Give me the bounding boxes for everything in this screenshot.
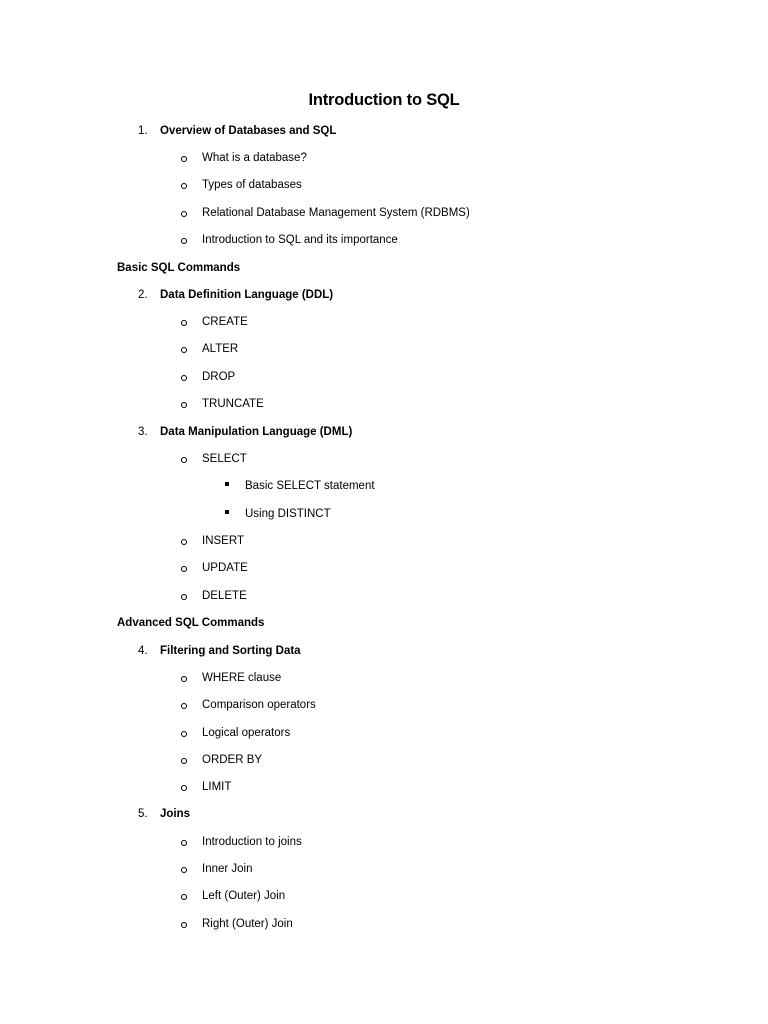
circle-bullet-icon — [181, 457, 187, 463]
circle-bullet-icon — [181, 183, 187, 189]
list-item: DELETE — [202, 590, 247, 602]
section-heading: Advanced SQL Commands — [117, 617, 265, 629]
circle-bullet-icon — [181, 922, 187, 928]
list-item: Comparison operators — [202, 699, 316, 711]
circle-bullet-icon — [181, 867, 187, 873]
square-bullet-icon — [225, 482, 229, 486]
list-item: Types of databases — [202, 179, 302, 191]
circle-bullet-icon — [181, 402, 187, 408]
list-item: UPDATE — [202, 562, 248, 574]
item-heading: Filtering and Sorting Data — [160, 645, 301, 657]
item-heading: Overview of Databases and SQL — [160, 125, 337, 137]
circle-bullet-icon — [181, 375, 187, 381]
list-item: CREATE — [202, 316, 248, 328]
square-bullet-icon — [225, 510, 229, 514]
list-item: INSERT — [202, 535, 244, 547]
list-item: ALTER — [202, 343, 239, 355]
circle-bullet-icon — [181, 785, 187, 791]
list-item: Introduction to joins — [202, 836, 302, 848]
item-heading: Joins — [160, 808, 191, 820]
circle-bullet-icon — [181, 320, 187, 326]
item-number: 2. — [138, 289, 148, 301]
sub-list-item: Basic SELECT statement — [245, 480, 375, 492]
document-title: Introduction to SQL — [308, 91, 460, 109]
circle-bullet-icon — [181, 238, 187, 244]
item-number: 1. — [138, 125, 148, 137]
circle-bullet-icon — [181, 566, 187, 572]
circle-bullet-icon — [181, 539, 187, 545]
sub-list-item: Using DISTINCT — [245, 508, 331, 520]
list-item: WHERE clause — [202, 672, 282, 684]
list-item: DROP — [202, 371, 236, 383]
circle-bullet-icon — [181, 758, 187, 764]
list-item: Relational Database Management System (RDBMS) — [202, 207, 470, 219]
section-heading: Basic SQL Commands — [117, 262, 241, 274]
item-heading: Data Manipulation Language (DML) — [160, 426, 353, 438]
item-number: 4. — [138, 645, 148, 657]
list-item: What is a database? — [202, 152, 307, 164]
circle-bullet-icon — [181, 211, 187, 217]
circle-bullet-icon — [181, 594, 187, 600]
list-item: SELECT — [202, 453, 247, 465]
list-item: Inner Join — [202, 863, 253, 875]
item-heading: Data Definition Language (DDL) — [160, 289, 334, 301]
circle-bullet-icon — [181, 156, 187, 162]
circle-bullet-icon — [181, 347, 187, 353]
list-item: ORDER BY — [202, 754, 263, 766]
list-item: Right (Outer) Join — [202, 918, 293, 930]
item-number: 5. — [138, 808, 148, 820]
circle-bullet-icon — [181, 676, 187, 682]
list-item: Logical operators — [202, 727, 291, 739]
item-number: 3. — [138, 426, 148, 438]
circle-bullet-icon — [181, 731, 187, 737]
list-item: Introduction to SQL and its importance — [202, 234, 398, 246]
list-item: LIMIT — [202, 781, 232, 793]
list-item: Left (Outer) Join — [202, 890, 286, 902]
circle-bullet-icon — [181, 840, 187, 846]
circle-bullet-icon — [181, 703, 187, 709]
circle-bullet-icon — [181, 894, 187, 900]
list-item: TRUNCATE — [202, 398, 264, 410]
